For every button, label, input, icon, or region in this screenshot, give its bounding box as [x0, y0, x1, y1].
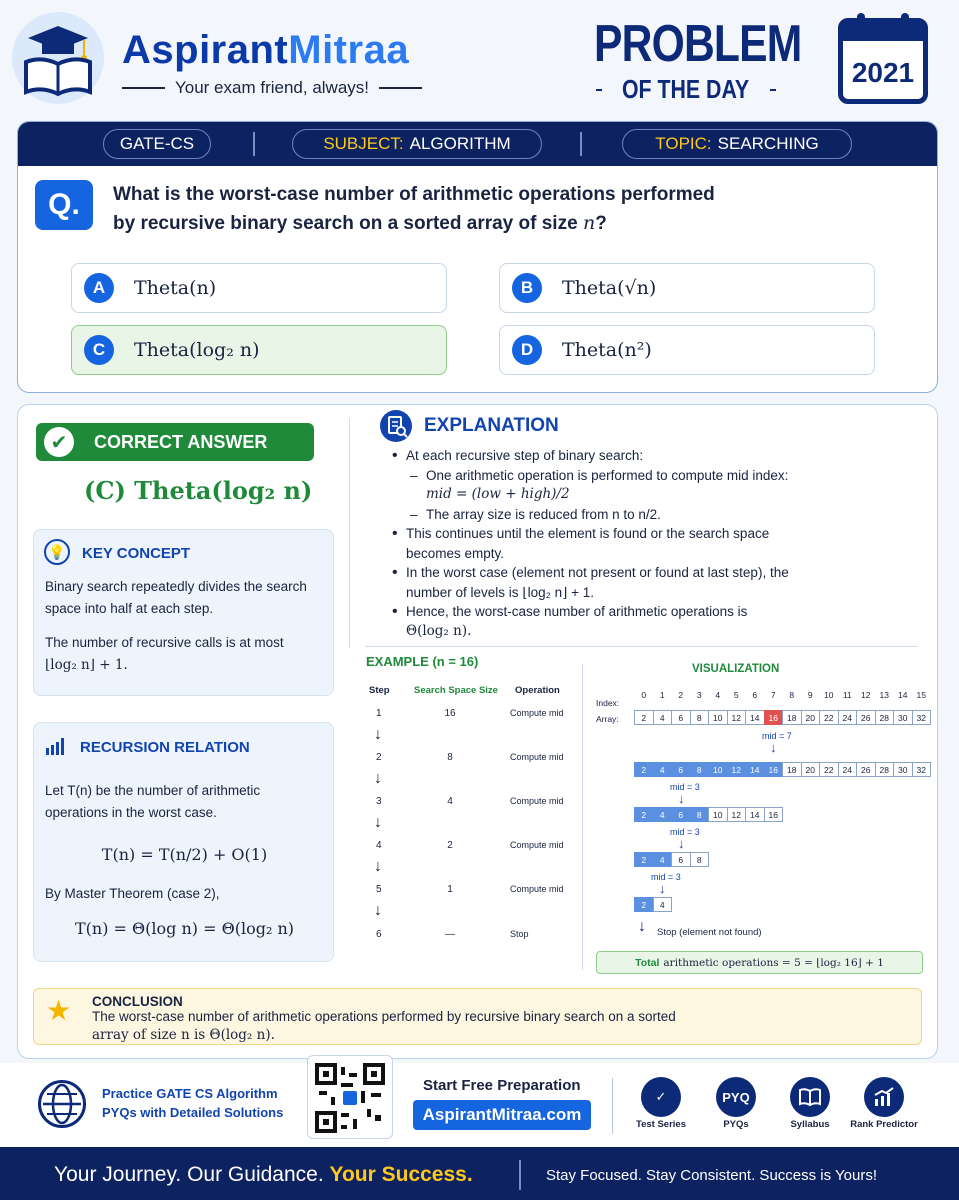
- array-cell: 30: [893, 710, 913, 725]
- star-icon: ★: [46, 995, 72, 1026]
- array-cell: 8: [690, 807, 710, 822]
- array-cell: 22: [819, 762, 839, 777]
- test-series-icon[interactable]: ✓: [641, 1077, 681, 1117]
- slogan-secondary: Stay Focused. Stay Consistent. Success is Yours!: [546, 1167, 877, 1184]
- index-label: Index:: [596, 698, 620, 708]
- recursion-text-2: By Master Theorem (case 2),: [45, 886, 220, 901]
- conclusion-text: The worst-case number of arithmetic operations performed by recursive binary search on a sorted array of size n is Θ(log₂ n).: [92, 1009, 676, 1043]
- correct-answer-value: (C) Theta(log₂ n): [84, 476, 313, 505]
- key-concept-box: 💡 KEY CONCEPT Binary search repeatedly divides the search space into half at each step. The number of recursive calls is at most ⌊log₂ n⌋ + 1.: [33, 529, 334, 696]
- globe-icon: [38, 1080, 86, 1128]
- divider: [612, 1078, 613, 1134]
- array-cell: 2: [634, 762, 654, 777]
- array-row: [634, 852, 708, 867]
- check-icon: ✔: [44, 427, 74, 457]
- explanation-icon: [380, 410, 412, 442]
- tag-bar: [18, 122, 937, 166]
- array-cell: 26: [856, 762, 876, 777]
- array-cell: 14: [745, 807, 765, 822]
- array-row: [634, 897, 671, 912]
- example-step: 3: [376, 796, 382, 807]
- array-cell: 10: [708, 807, 728, 822]
- array-cell: 32: [912, 762, 932, 777]
- step-arrow: ↓: [374, 726, 382, 743]
- example-operation: Compute mid: [510, 708, 564, 718]
- question-text: What is the worst-case number of arithmetic operations performed by recursive binary search on a sorted array of size n?: [113, 184, 715, 234]
- conclusion-title: CONCLUSION: [92, 994, 183, 1009]
- array-cell: 16: [764, 762, 784, 777]
- example-size: 16: [444, 708, 456, 719]
- option-d[interactable]: D Theta(n²): [499, 325, 875, 375]
- array-cell: 26: [856, 710, 876, 725]
- potd-subtitle: OF THE DAY: [596, 74, 776, 105]
- index-cell: 3: [696, 690, 702, 700]
- example-operation: Compute mid: [510, 840, 564, 850]
- tagline: Your exam friend, always!: [122, 78, 422, 98]
- correct-answer-banner: ✔ CORRECT ANSWER: [36, 423, 314, 461]
- array-cell: 14: [745, 762, 765, 777]
- option-b[interactable]: B Theta(√n): [499, 263, 875, 313]
- index-cell: 8: [789, 690, 795, 700]
- index-cell: 10: [824, 690, 834, 700]
- array-label: Array:: [596, 714, 619, 724]
- array-cell: 22: [819, 710, 839, 725]
- rank-predictor-label[interactable]: Rank Predictor: [850, 1119, 918, 1130]
- brand-name: AspirantMitraa: [122, 28, 410, 72]
- index-cell: 5: [733, 690, 739, 700]
- mid-label: mid = 3: [651, 872, 681, 882]
- array-cell: 8: [690, 762, 710, 777]
- array-cell: 2: [634, 897, 654, 912]
- index-cell: 0: [641, 690, 647, 700]
- rank-predictor-icon[interactable]: [864, 1077, 904, 1117]
- potd-title: PROBLEM: [594, 15, 802, 73]
- question-badge: Q.: [35, 180, 93, 230]
- example-step: 4: [376, 840, 382, 851]
- visualization-title: VISUALIZATION: [692, 663, 780, 675]
- mid-label: mid = 3: [670, 782, 700, 792]
- array-cell: 12: [727, 710, 747, 725]
- stop-arrow-icon: ↓: [638, 918, 646, 935]
- step-arrow: ↓: [374, 814, 382, 831]
- recursion-relation-box: RECURSION RELATION Let T(n) be the number of arithmetic operations in the worst case. T(n) = T(n/2) + O(1) By Master Theorem (case 2), T(n) = Θ(log n) = Θ(log₂ n): [33, 722, 334, 962]
- step-arrow: ↓: [374, 770, 382, 787]
- stop-label: Stop (element not found): [657, 927, 762, 938]
- array-cell: 28: [875, 762, 895, 777]
- index-row: [634, 690, 930, 700]
- index-cell: 4: [715, 690, 721, 700]
- index-cell: 9: [807, 690, 813, 700]
- example-header-size: Search Space Size: [414, 685, 498, 696]
- example-size: 8: [447, 752, 453, 763]
- test-series-label[interactable]: Test Series: [636, 1119, 686, 1130]
- array-cell: 6: [671, 807, 691, 822]
- array-cell: 4: [653, 852, 673, 867]
- array-cell: 6: [671, 762, 691, 777]
- array-row: [634, 807, 782, 822]
- key-concept-text-2: The number of recursive calls is at most ⌊log₂ n⌋ + 1.: [45, 635, 284, 673]
- syllabus-label[interactable]: Syllabus: [790, 1119, 830, 1130]
- array-row: [634, 762, 930, 777]
- pyq-label[interactable]: PYQs: [723, 1119, 749, 1130]
- example-operation: Compute mid: [510, 796, 564, 806]
- index-cell: 11: [842, 690, 852, 700]
- index-cell: 2: [678, 690, 684, 700]
- lightbulb-icon: 💡: [44, 539, 70, 565]
- array-cell: 2: [634, 807, 654, 822]
- divider: [349, 418, 350, 648]
- array-cell: 6: [671, 710, 691, 725]
- array-cell: 30: [893, 762, 913, 777]
- example-header-step: Step: [369, 685, 390, 696]
- index-cell: 1: [659, 690, 665, 700]
- array-cell: 10: [708, 710, 728, 725]
- syllabus-book-icon[interactable]: [790, 1077, 830, 1117]
- step-arrow: ↓: [374, 902, 382, 919]
- bar-chart-icon: [45, 736, 67, 756]
- index-cell: 14: [898, 690, 908, 700]
- recursion-equation-1: T(n) = T(n/2) + O(1): [101, 845, 268, 864]
- recursion-equation-2: T(n) = Θ(log n) = Θ(log₂ n): [75, 919, 294, 938]
- array-cell: 20: [801, 710, 821, 725]
- example-header-op: Operation: [515, 685, 560, 696]
- array-cell: 4: [653, 807, 673, 822]
- array-cell: 12: [727, 807, 747, 822]
- array-cell: 10: [708, 762, 728, 777]
- website-button[interactable]: AspirantMitraa.com: [413, 1100, 591, 1130]
- array-cell: 16: [764, 807, 784, 822]
- index-cell: 13: [879, 690, 889, 700]
- array-cell: 18: [782, 762, 802, 777]
- recursion-text-1: Let T(n) be the number of arithmetic operations in the worst case.: [45, 783, 261, 820]
- array-cell: 4: [653, 897, 673, 912]
- subject-pill: SUBJECT: ALGORITHM: [292, 129, 542, 159]
- mid-label: mid = 3: [670, 827, 700, 837]
- mid-label: mid = 7: [762, 731, 792, 741]
- slogan: Your Journey. Our Guidance. Your Success.: [54, 1163, 473, 1186]
- example-size: 1: [447, 884, 453, 895]
- array-cell: 24: [838, 762, 858, 777]
- example-size: 2: [447, 840, 453, 851]
- pyq-icon[interactable]: PYQ: [716, 1077, 756, 1117]
- example-size: —: [445, 929, 455, 940]
- index-cell: 15: [916, 690, 926, 700]
- array-cell: 20: [801, 762, 821, 777]
- array-cell: 2: [634, 852, 654, 867]
- array-cell: 28: [875, 710, 895, 725]
- option-c[interactable]: C Theta(log₂ n): [71, 325, 447, 375]
- topic-pill: TOPIC: SEARCHING: [622, 129, 852, 159]
- explanation-list: • At each recursive step of binary search: – One arithmetic operation is performed to compute mid index: mid = (low + high)/2 – The array size is reduced from n to n/2. • This continues until the element is found or the search space becomes empty. • In the worst case (element not present or found at last step), the number of levels is ⌊log₂ n⌋ + 1. • Hence, the worst-case number of arithmetic operations is Θ(log₂ n).: [390, 446, 840, 641]
- down-arrow-icon: ↓: [678, 791, 685, 806]
- divider: [582, 664, 583, 970]
- example-step: 6: [376, 929, 382, 940]
- array-row: [634, 710, 930, 725]
- array-cell: 18: [782, 710, 802, 725]
- down-arrow-icon: ↓: [678, 836, 685, 851]
- index-cell: 6: [752, 690, 758, 700]
- array-cell: 2: [634, 710, 654, 725]
- array-cell: 14: [745, 710, 765, 725]
- total-operations: Total arithmetic operations = 5 = ⌊log₂ 16⌋ + 1: [596, 951, 923, 974]
- explanation-title: EXPLANATION: [424, 415, 559, 436]
- qr-code[interactable]: [307, 1055, 393, 1139]
- array-cell: 4: [653, 762, 673, 777]
- array-cell: 16: [764, 710, 784, 725]
- down-arrow-icon: ↓: [770, 740, 777, 755]
- year-label: 2021: [851, 57, 915, 88]
- exam-pill: GATE-CS: [103, 129, 211, 159]
- example-step: 1: [376, 708, 382, 719]
- array-cell: 24: [838, 710, 858, 725]
- example-step: 2: [376, 752, 382, 763]
- index-cell: 12: [861, 690, 871, 700]
- question-card: [17, 121, 938, 393]
- step-arrow: ↓: [374, 858, 382, 875]
- logo-badge: [12, 12, 104, 104]
- example-operation: Compute mid: [510, 884, 564, 894]
- array-cell: 4: [653, 710, 673, 725]
- example-step: 5: [376, 884, 382, 895]
- example-title: EXAMPLE (n = 16): [366, 654, 479, 669]
- array-cell: 6: [671, 852, 691, 867]
- down-arrow-icon: ↓: [659, 881, 666, 896]
- practice-link[interactable]: Practice GATE CS Algorithm PYQs with Detailed Solutions: [102, 1086, 284, 1120]
- option-a[interactable]: A Theta(n): [71, 263, 447, 313]
- key-concept-text-1: Binary search repeatedly divides the search space into half at each step.: [45, 579, 307, 616]
- array-cell: 8: [690, 710, 710, 725]
- example-size: 4: [447, 796, 453, 807]
- start-prep-label: Start Free Preparation: [423, 1077, 581, 1094]
- index-cell: 7: [770, 690, 776, 700]
- array-cell: 12: [727, 762, 747, 777]
- divider: [365, 646, 918, 647]
- divider: [519, 1160, 521, 1190]
- array-cell: 8: [690, 852, 710, 867]
- calendar-icon: [838, 18, 928, 104]
- example-operation: Stop: [510, 929, 529, 939]
- example-operation: Compute mid: [510, 752, 564, 762]
- graduation-book-icon: [12, 12, 104, 104]
- array-cell: 32: [912, 710, 932, 725]
